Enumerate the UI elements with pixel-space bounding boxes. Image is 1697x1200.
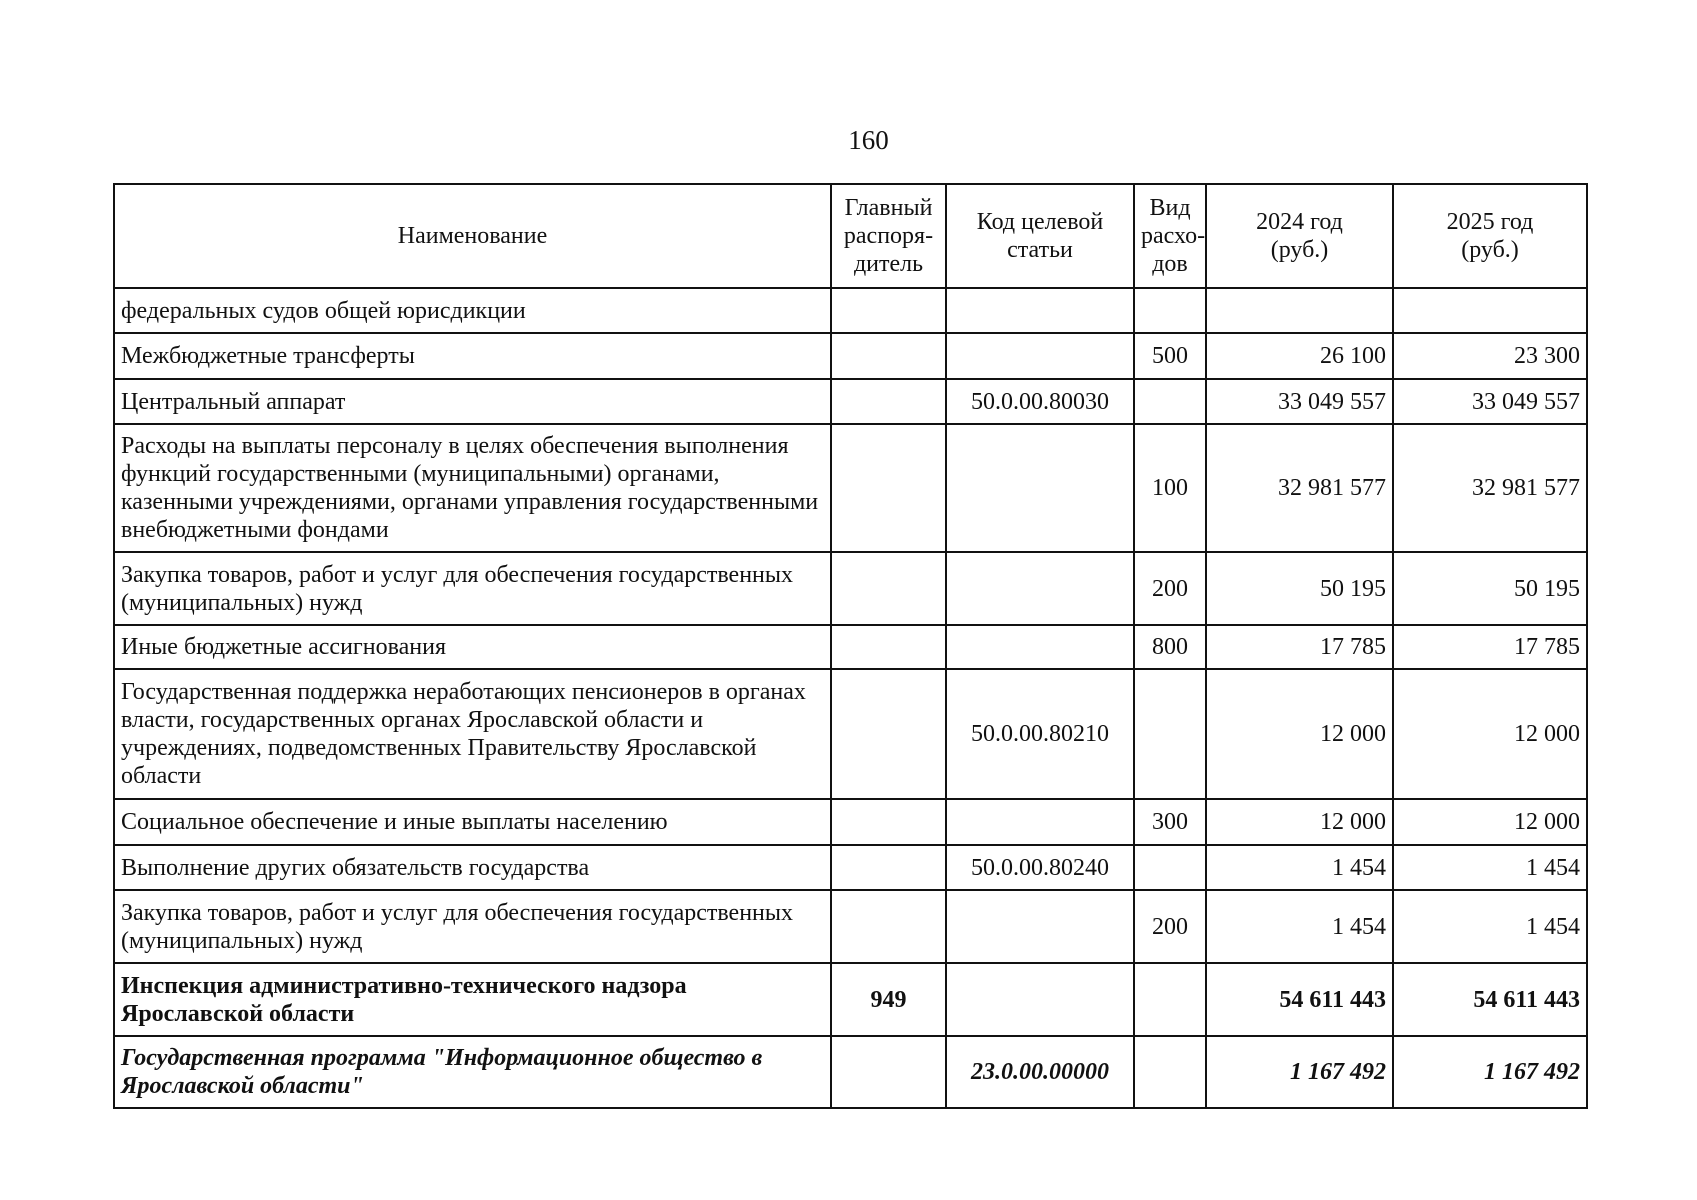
- table-row: [114, 625, 1587, 669]
- row-type: [1134, 379, 1206, 424]
- row-manager: [831, 1036, 946, 1108]
- row-2024: [1206, 288, 1393, 333]
- row-2025: 54 611 443: [1393, 963, 1587, 1036]
- row-2024: 33 049 557: [1206, 379, 1393, 424]
- table-header-row: [114, 184, 1587, 288]
- table-row: [114, 288, 1587, 333]
- row-code: [946, 333, 1134, 379]
- row-manager: [831, 552, 946, 625]
- row-name: Инспекция административно-технического надзора Ярославской области: [114, 963, 831, 1036]
- row-manager: [831, 288, 946, 333]
- row-manager: [831, 845, 946, 890]
- row-2025: 12 000: [1393, 669, 1587, 799]
- row-type: [1134, 963, 1206, 1036]
- row-manager: [831, 625, 946, 669]
- row-manager: [831, 333, 946, 379]
- row-code: 50.0.00.80210: [946, 669, 1134, 799]
- row-manager: [831, 424, 946, 552]
- row-type: 500: [1134, 333, 1206, 379]
- budget-table: [113, 183, 1588, 1109]
- row-code: [946, 552, 1134, 625]
- row-2024: 1 167 492: [1206, 1036, 1393, 1108]
- header-manager: Главный распоря- дитель: [831, 184, 946, 288]
- table-row: [114, 963, 1587, 1036]
- row-code: [946, 424, 1134, 552]
- header-code: Код целевой статьи: [946, 184, 1134, 288]
- row-type: [1134, 669, 1206, 799]
- row-type: [1134, 1036, 1206, 1108]
- row-manager: 949: [831, 963, 946, 1036]
- row-manager: [831, 890, 946, 963]
- row-2024: 54 611 443: [1206, 963, 1393, 1036]
- row-2025: 50 195: [1393, 552, 1587, 625]
- header-type: Вид расхо- дов: [1134, 184, 1206, 288]
- row-2024: 17 785: [1206, 625, 1393, 669]
- row-2024: 50 195: [1206, 552, 1393, 625]
- header-2025: 2025 год (руб.): [1393, 184, 1587, 288]
- row-code: 50.0.00.80240: [946, 845, 1134, 890]
- row-name: Иные бюджетные ассигнования: [114, 625, 831, 669]
- row-code: 50.0.00.80030: [946, 379, 1134, 424]
- row-type: 200: [1134, 552, 1206, 625]
- row-2024: 26 100: [1206, 333, 1393, 379]
- row-code: [946, 963, 1134, 1036]
- table-row: [114, 379, 1587, 424]
- table-row: [114, 890, 1587, 963]
- row-type: 100: [1134, 424, 1206, 552]
- row-code: [946, 288, 1134, 333]
- row-name: Государственная программа "Информационное общество в Ярославской области": [114, 1036, 831, 1108]
- row-2025: [1393, 288, 1587, 333]
- row-name: Закупка товаров, работ и услуг для обеспечения государственных (муниципальных) нужд: [114, 890, 831, 963]
- row-type: 300: [1134, 799, 1206, 845]
- row-code: 23.0.00.00000: [946, 1036, 1134, 1108]
- table-row: [114, 552, 1587, 625]
- header-name: Наименование: [114, 184, 831, 288]
- row-type: [1134, 288, 1206, 333]
- row-name: Государственная поддержка неработающих пенсионеров в органах власти, государственных органах Ярославской области и учреждениях, подведомственных Правительству Ярославской области: [114, 669, 831, 799]
- row-2025: 23 300: [1393, 333, 1587, 379]
- row-2025: 1 454: [1393, 845, 1587, 890]
- row-name: Центральный аппарат: [114, 379, 831, 424]
- row-2024: 32 981 577: [1206, 424, 1393, 552]
- row-2024: 1 454: [1206, 890, 1393, 963]
- row-2025: 17 785: [1393, 625, 1587, 669]
- row-2025: 1 454: [1393, 890, 1587, 963]
- header-2024: 2024 год (руб.): [1206, 184, 1393, 288]
- row-2024: 12 000: [1206, 669, 1393, 799]
- row-type: 800: [1134, 625, 1206, 669]
- row-type: [1134, 845, 1206, 890]
- row-name: Закупка товаров, работ и услуг для обеспечения государственных (муниципальных) нужд: [114, 552, 831, 625]
- row-code: [946, 799, 1134, 845]
- table-row: [114, 333, 1587, 379]
- table-row: [114, 1036, 1587, 1108]
- row-name: Выполнение других обязательств государства: [114, 845, 831, 890]
- row-name: федеральных судов общей юрисдикции: [114, 288, 831, 333]
- table-row: [114, 845, 1587, 890]
- row-name: Межбюджетные трансферты: [114, 333, 831, 379]
- row-code: [946, 890, 1134, 963]
- row-name: Социальное обеспечение и иные выплаты населению: [114, 799, 831, 845]
- row-name: Расходы на выплаты персоналу в целях обеспечения выполнения функций государственными (муниципальными) органами, казенными учреждениями, органами управления государственными внебюджетными фондами: [114, 424, 831, 552]
- row-2025: 12 000: [1393, 799, 1587, 845]
- row-2025: 33 049 557: [1393, 379, 1587, 424]
- row-manager: [831, 379, 946, 424]
- row-manager: [831, 669, 946, 799]
- row-2024: 12 000: [1206, 799, 1393, 845]
- page-number: 160: [848, 125, 889, 155]
- row-2025: 32 981 577: [1393, 424, 1587, 552]
- row-2024: 1 454: [1206, 845, 1393, 890]
- table-row: [114, 424, 1587, 552]
- table-row: [114, 669, 1587, 799]
- row-manager: [831, 799, 946, 845]
- row-type: 200: [1134, 890, 1206, 963]
- row-code: [946, 625, 1134, 669]
- table-row: [114, 799, 1587, 845]
- row-2025: 1 167 492: [1393, 1036, 1587, 1108]
